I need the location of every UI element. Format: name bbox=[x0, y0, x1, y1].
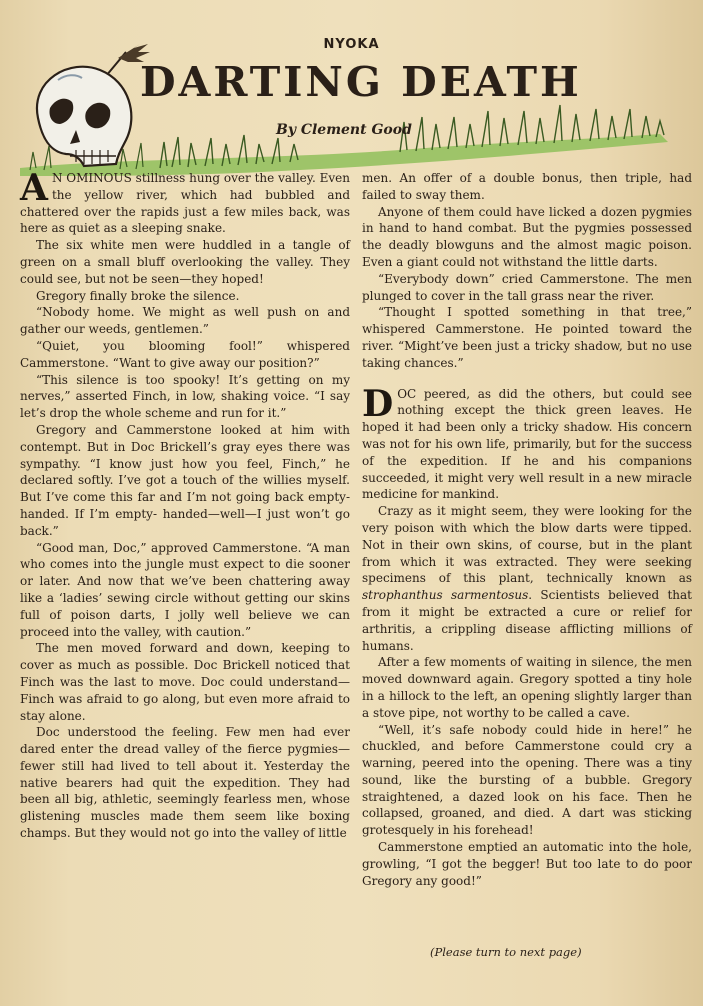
paragraph: After a few moments of waiting in silence, the men moved downward again. Gregory spotted a tiny hole in a hillock to the left, an opening slightly larger than a stove pipe, not worthy to be called a cave. bbox=[362, 655, 692, 720]
paragraph: The men moved forward and down, keeping to cover as much as possible. Doc Brickell noticed that Finch was the last to move. Doc could understand—Finch was afraid to go along, but even more afraid to stay alone. bbox=[20, 641, 350, 723]
byline: By Clement Good bbox=[276, 122, 412, 138]
paragraph: men. An offer of a double bonus, then triple, had failed to sway them. bbox=[362, 171, 692, 202]
paragraph: Gregory and Cammerstone looked at him with contempt. But in Doc Brickell’s gray eyes there was sympathy. “I know just how you feel, Finch,” he declared softly. I’ve got a touch of the willies myself. But I’ve come this far and I’m not going back empty-handed. If I’m empty- handed—well—I just won’t go back.” bbox=[20, 422, 350, 538]
drop-cap: A bbox=[20, 167, 48, 209]
scientific-name: strophanthus sarmentosus bbox=[362, 588, 529, 603]
paragraph: A N OMINOUS stillness hung over the valley. Even the yellow river, which had bubbled and chattered over the rapids just a few miles back, was here as quiet as a sleeping snake. bbox=[20, 167, 350, 236]
paragraph: DOC peered, as did the others, but could see nothing except the thick green leaves. He hoped it had been only a tricky shadow. His concern was not for his own life, primarily, but for the success of the expedition. If he and his companions succeeded, it might very well result in a new miracle medicine for mankind. bbox=[362, 382, 692, 502]
paragraph: Doc understood the feeling. Few men had ever dared enter the dread valley of the fierce pygmies—fewer still had lived to tell about it. Yesterday the native bearers had quit the expedition. They had been all big, athletic, seemingly fearless men, whose glistening muscles made them seem like boxing champs. But they would not go into the valley of little bbox=[20, 725, 350, 841]
paragraph: Gregory finally broke the silence. bbox=[36, 288, 240, 303]
paragraph: “Quiet, you blooming fool!” whispered Cammerstone. “Want to give away our position?” bbox=[20, 338, 350, 370]
paragraph: Crazy as it might seem, they were looking for the very poison with which the blow darts were tipped. Not in their own skins, of course, but in the plant from which it was extracted. They were seeking specimens of this plant, technically known as strophanthus sarmentosus. Scientists believed that from it might be extracted a cure or relief for arthritis, a crippling disease afflicting millions of humans. bbox=[362, 504, 692, 653]
drop-cap: D bbox=[362, 382, 394, 425]
lead-in: N OMINOUS bbox=[51, 171, 132, 185]
paragraph: “Nobody home. We might as well push on and gather our weeds, gentlemen.” bbox=[20, 305, 350, 337]
paragraph: “Everybody down” cried Cammerstone. The men plunged to cover in the tall grass near the river. bbox=[362, 271, 692, 303]
section-break bbox=[362, 372, 692, 386]
paragraph: The six white men were huddled in a tangle of green on a small bluff overlooking the valley. They could see, but not be seen—they hoped! bbox=[20, 238, 350, 286]
paragraph: “Good man, Doc,” approved Cammerstone. “A man who comes into the jungle must expect to die sooner or later. And now that we’ve been chattering away like a ‘ladies’ sewing circle without getting our skins full of poison darts, I jolly well believe we can proceed into the valley, with caution.” bbox=[20, 540, 350, 639]
paragraph: “Thought I spotted something in that tree,” whispered Cammerstone. He pointed toward the river. “Might’ve been just a tricky shadow, but no use taking chances.” bbox=[362, 305, 692, 370]
paragraph: “Well, it’s safe nobody could hide in here!” he chuckled, and before Cammerstone could cry a warning, peered into the opening. There was a tiny sound, like the bursting of a bubble. Gregory straightened, a dazed look on his face. Then he collapsed, groaned, and died. A dart was sticking grotesquely in his forehead! bbox=[362, 722, 692, 838]
paragraph: Anyone of them could have licked a dozen pygmies in hand to hand combat. But the pygmies possessed the deadly blowguns and the almost magic poison. Even a giant could not withstand the little darts. bbox=[362, 204, 692, 269]
paragraph: “This silence is too spooky! It’s getting on my nerves,” asserted Finch, in low, shaking voice. “I say let’s drop the whole scheme and run for it.” bbox=[20, 372, 350, 421]
left-column bbox=[20, 167, 350, 842]
series-name: NYOKA bbox=[323, 37, 380, 52]
paragraph: Cammerstone emptied an automatic into the hole, growling, “I got the begger! But too late to do poor Gregory any good!” bbox=[362, 840, 692, 888]
article-title: DARTING DEATH bbox=[140, 58, 582, 106]
continued-note: (Please turn to next page) bbox=[430, 945, 582, 959]
skull-illustration bbox=[37, 67, 131, 166]
right-column bbox=[362, 170, 692, 889]
